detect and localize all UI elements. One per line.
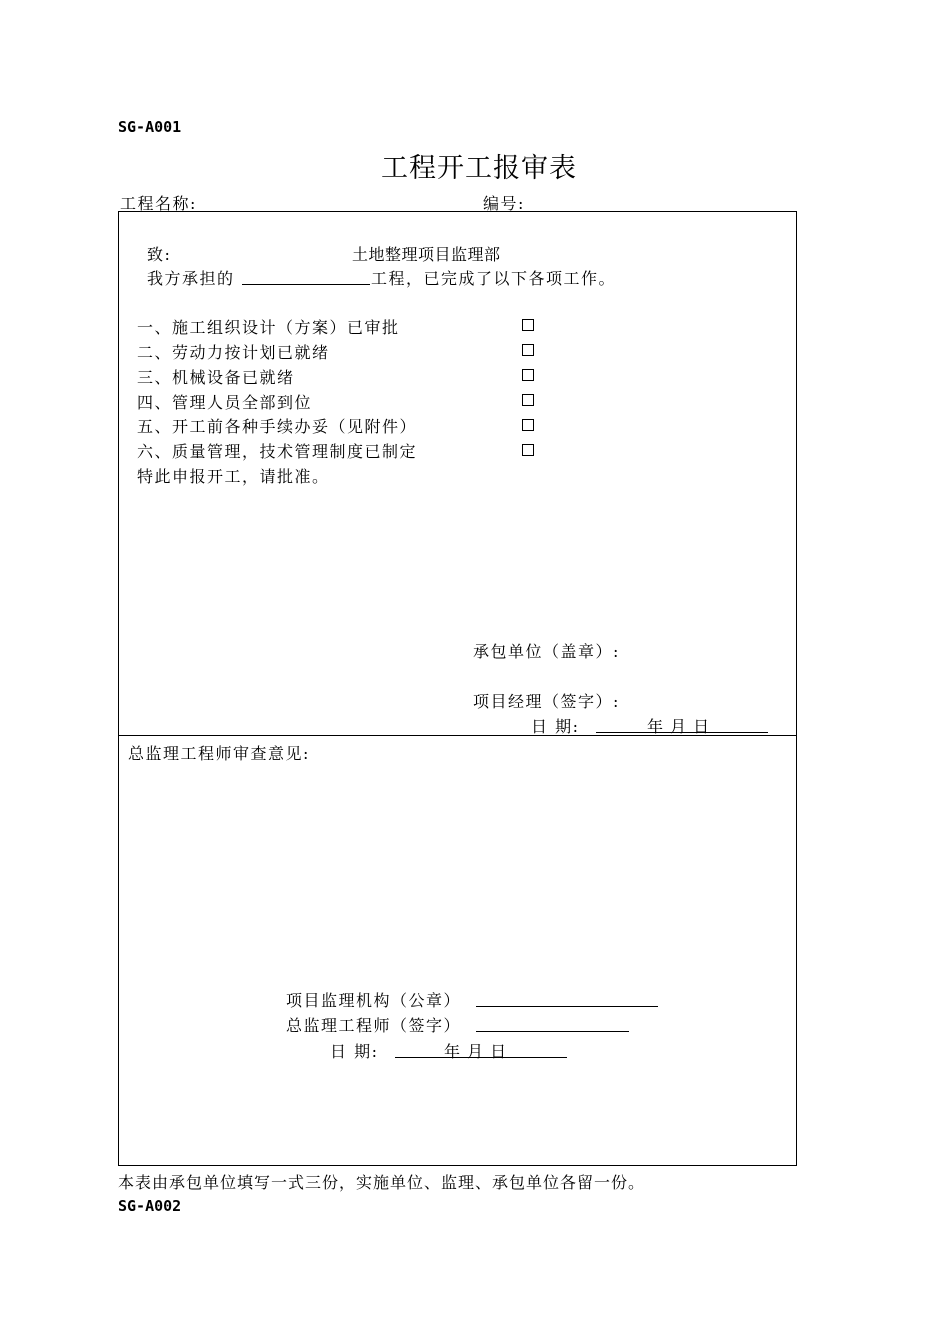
checklist-item: 三、机械设备已就绪 — [137, 368, 295, 387]
checkbox[interactable] — [522, 394, 534, 406]
to-label: 致: — [147, 245, 172, 264]
engineer-sign-blank[interactable] — [476, 1031, 629, 1032]
checkbox[interactable] — [522, 319, 534, 331]
checklist-item: 六、质量管理，技术管理制度已制定 — [137, 442, 418, 461]
checkbox[interactable] — [522, 369, 534, 381]
checkbox[interactable] — [522, 419, 534, 431]
project-name-label: 工程名称: — [120, 194, 197, 213]
review-date-placeholder: 年 月 日 — [444, 1042, 508, 1061]
form-code: SG-A001 — [118, 118, 182, 136]
manager-sign-label: 项目经理（签字）: — [473, 692, 620, 711]
date-placeholder: 年 月 日 — [647, 717, 711, 736]
checkbox[interactable] — [522, 444, 534, 456]
review-section — [118, 735, 797, 1166]
intro-suffix: 工程，已完成了以下各项工作。 — [371, 269, 617, 288]
checklist-item: 二、劳动力按计划已就绪 — [137, 343, 330, 362]
page-title: 工程开工报审表 — [381, 153, 577, 184]
footer-note: 本表由承包单位填写一式三份，实施单位、监理、承包单位各留一份。 — [118, 1173, 646, 1192]
intro-prefix: 我方承担的 — [147, 269, 235, 288]
checklist-item: 一、施工组织设计（方案）已审批 — [137, 318, 400, 337]
closing-text: 特此申报开工，请批准。 — [137, 467, 330, 486]
review-opinion-label: 总监理工程师审查意见: — [128, 744, 310, 763]
checklist-item: 四、管理人员全部到位 — [137, 393, 313, 412]
date-label: 日 期: — [531, 717, 580, 736]
checklist-item: 五、开工前各种手续办妥（见附件） — [137, 417, 418, 436]
number-label: 编号: — [483, 194, 525, 213]
next-form-code: SG-A002 — [118, 1197, 182, 1215]
engineer-sign-label: 总监理工程师（签字） — [286, 1016, 462, 1035]
contractor-seal-label: 承包单位（盖章）: — [473, 642, 620, 661]
review-date-label: 日 期: — [330, 1042, 379, 1061]
org-seal-blank[interactable] — [476, 1006, 658, 1007]
org-seal-label: 项目监理机构（公章） — [286, 991, 462, 1010]
project-name-blank[interactable] — [242, 284, 370, 285]
to-recipient: 土地整理项目监理部 — [352, 245, 501, 264]
checkbox[interactable] — [522, 344, 534, 356]
